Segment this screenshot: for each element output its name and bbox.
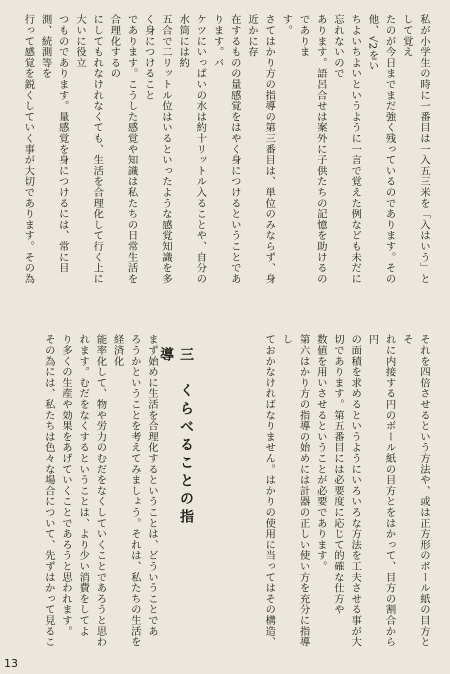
body-text-bottom-left: まず始めに生活を合理化するということは、どういうことであ ろうかということを考えてみましょう。それは、私たちの生活を経済化 能率化して、物や労力のむだをなくしていくことであろうと思わ れます。むだをなくするということは、より少い消費をしてよ り多くの生産や効果をあげていくことであろうと思われます。 その為には、私たちは色々な場合について、先ずはかって見るこ (42, 334, 158, 648)
section-heading: 三 くらべることの指導 (158, 347, 194, 527)
body-text-top: 私が小学生の時に一番目は一入五三米を「入はいう」として覚え たのが今日までまだ強く残っているのであります。その他、√2をい ちよいちよいというように一言で覚えた例なども未だに忘れないので あります。語呂合せは案外に子供たちの記憶を助けるのでありま す。 さてはかり方の指導の第三番目は、単位のみならず、身近かに存 在するものの量感覚をはやく身につけるということであります。バ ケツにいっぱいの水は約十リットル入ることや、自分の水筒には約 五合で二リットル位はいるといったような感覚知識を多く身につけること であります。こうした感覚や知識は私たちの日常生活を合理化するの にしてもれなけれなくても、生活を合理化して行く上に大いに役立 つものであります。量感覚を身につけるには、常に目測、続測等を 行って感覚を鋭くしていく事が大切であります。その為 (22, 14, 430, 284)
page-number: 13 (4, 657, 18, 670)
body-text-bottom-right: それを四倍させるという方法や、或は正方形のボール紙の目方とそ れに内接する円のボール紙の目方とをはかって、目方の割合から円 の面積を求めるというようにいろいろな方法を工夫させる事が大 切であります。第五番目には必要度に応じて的確な仕方や 数値を用いさせるということが必要であります。 第六はかり方の指導の始めには計器の正しい使い方を充分に指導し ておかなければなりません。はかりの使用に当ってはその構造、 (263, 334, 430, 648)
